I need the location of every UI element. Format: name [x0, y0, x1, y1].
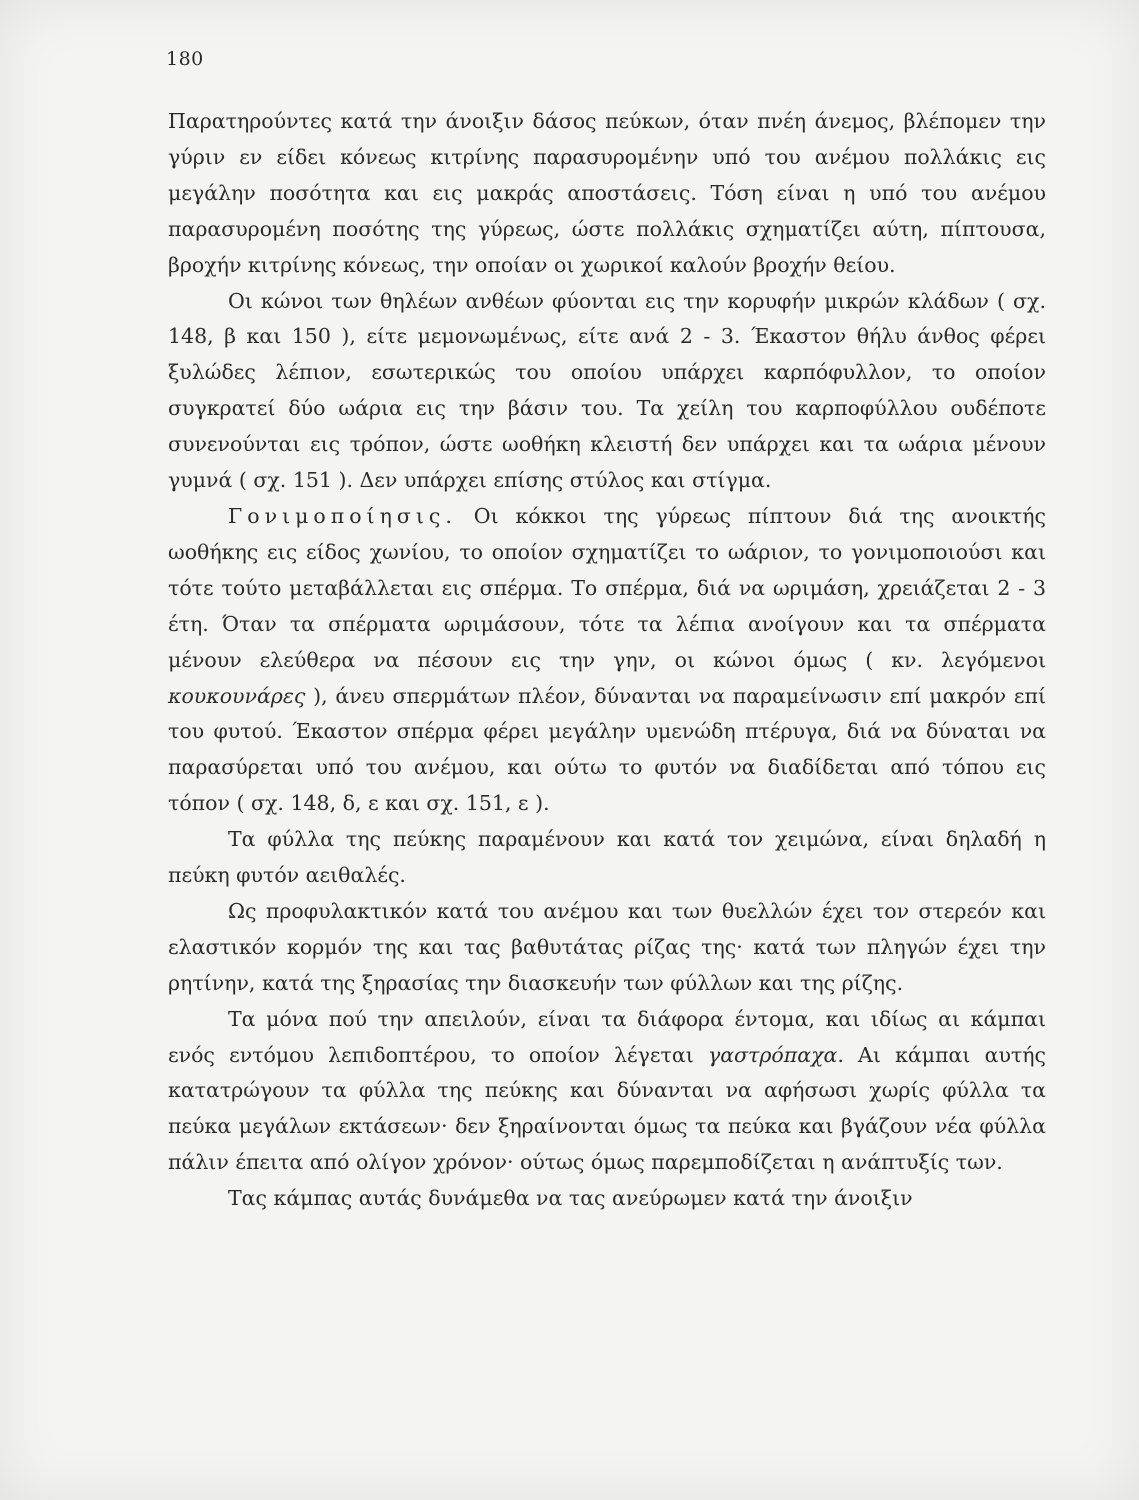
paragraph [168, 499, 1046, 822]
body-text [168, 104, 1046, 1217]
paragraph [168, 894, 1046, 1002]
page-number: 180 [166, 48, 204, 70]
italic-term: κουκουνάρες [168, 683, 306, 708]
paragraph [168, 1002, 1046, 1182]
paragraph-text: Οι κόκκοι της γύρεως πίπτουν διά της ανοικτής ωοθήκης εις είδος χωνίου, το οποίον σχηματίζει το ωάριον, το γονιμοποιούσι και τότε τούτο μεταβάλλεται εις σπέρμα. Το σπέρμα, διά να ωριμάση, χρειάζεται 2 - 3 έτη. Όταν τα σπέρματα ωριμάσουν, τότε τα λέπια ανοίγουν και τα σπέρματα μένουν ελεύθερα να πέσουν εις την γην, οι κώνοι όμως ( κν. λεγόμενοι [168, 503, 1046, 672]
paragraph-text: Ως προφυλακτικόν κατά του ανέμου και των θυελλών έχει τον στερεόν και ελαστικόν κορμόν της και τας βαθυτάτας ρίζας της· κατά των πληγών έχει την ρητίνην, κατά της ξηρασίας την διασκευήν των φύλλων και της ρίζης. [168, 898, 1046, 995]
paragraph-text: Τας κάμπας αυτάς δυνάμεθα να τας ανεύρωμεν κατά την άνοιξιν [228, 1186, 913, 1211]
paragraph-text: . Αι κάμπαι αυτής κατατρώγουν τα φύλλα της πεύκης και δύνανται να αφήσωσι χωρίς φύλλα τα πεύκα μεγάλων εκτάσεων· δεν ξηραίνονται όμως τα πεύκα και βγάζουν νέα φύλλα πάλιν έπειτα από ολίγον χρόνον· ούτως όμως παρεμποδίζεται η ανάπτυξίς των. [168, 1042, 1047, 1175]
paragraph-text: Οι κώνοι των θηλέων ανθέων φύονται εις την κορυφήν μικρών κλάδων ( σχ. 148, β και 150 ), είτε μεμονωμένως, είτε ανά 2 - 3. Έκαστον θήλυ άνθος φέρει ξυλώδες λέπιον, εσωτερικώς του οποίου υπάρχει καρπόφυλλον, το οποίον συγκρατεί δύο ωάρια εις την βάσιν του. Τα χείλη του καρποφύλλου ουδέποτε συνενούνται εις τρόπον, ώστε ωοθήκη κλειστή δεν υπάρχει και τα ωάρια μένουν γυμνά ( σχ. 151 ). Δεν υπάρχει επίσης στύλος και στίγμα. [168, 288, 1046, 493]
paragraph [168, 822, 1046, 894]
paragraph [168, 284, 1046, 499]
paragraph-text: Παρατηρούντες κατά την άνοιξιν δάσος πεύκων, όταν πνέη άνεμος, βλέπομεν την γύριν εν είδει κόνεως κιτρίνης παρασυρομένην υπό του ανέμου πολλάκις εις μεγάλην ποσότητα και εις μακράς αποστάσεις. Τόση είναι η υπό του ανέμου παρασυρομένη ποσότης της γύρεως, ώστε πολλάκις σχηματίζει αύτη, πίπτουσα, βροχήν κιτρίνης κόνεως, την οποίαν οι χωρικοί καλούν βροχήν θείου. [168, 109, 1046, 277]
paragraph [168, 104, 1046, 284]
paragraph-text: Τα φύλλα της πεύκης παραμένουν και κατά τον χειμώνα, είναι δηλαδή η πεύκη φυτόν αειθαλές. [168, 827, 1046, 888]
paragraph [168, 1181, 1046, 1217]
italic-term: γαστρόπαχα [707, 1042, 838, 1067]
paragraph-text: ), άνευ σπερμάτων πλέον, δύνανται να παραμείνωσιν επί μακρόν επί του φυτού. Έκαστον σπέρμα φέρει μεγάλην υμενώδη πτέρυγα, διά να δύναται να παρασύρεται υπό του ανέμου, και ούτω το φυτόν να διαδίδεται από τόπου εις τόπον ( σχ. 148, δ, ε και σχ. 151, ε ). [168, 683, 1046, 816]
paragraph-text: Τα μόνα πού την απειλούν, είναι τα διάφορα έντομα, και ιδίως αι κάμπαι ενός εντόμου λεπιδοπτέρου, το οποίον λέγεται [168, 1006, 1046, 1067]
section-heading-inline: Γονιμοποίησις. [228, 503, 457, 528]
